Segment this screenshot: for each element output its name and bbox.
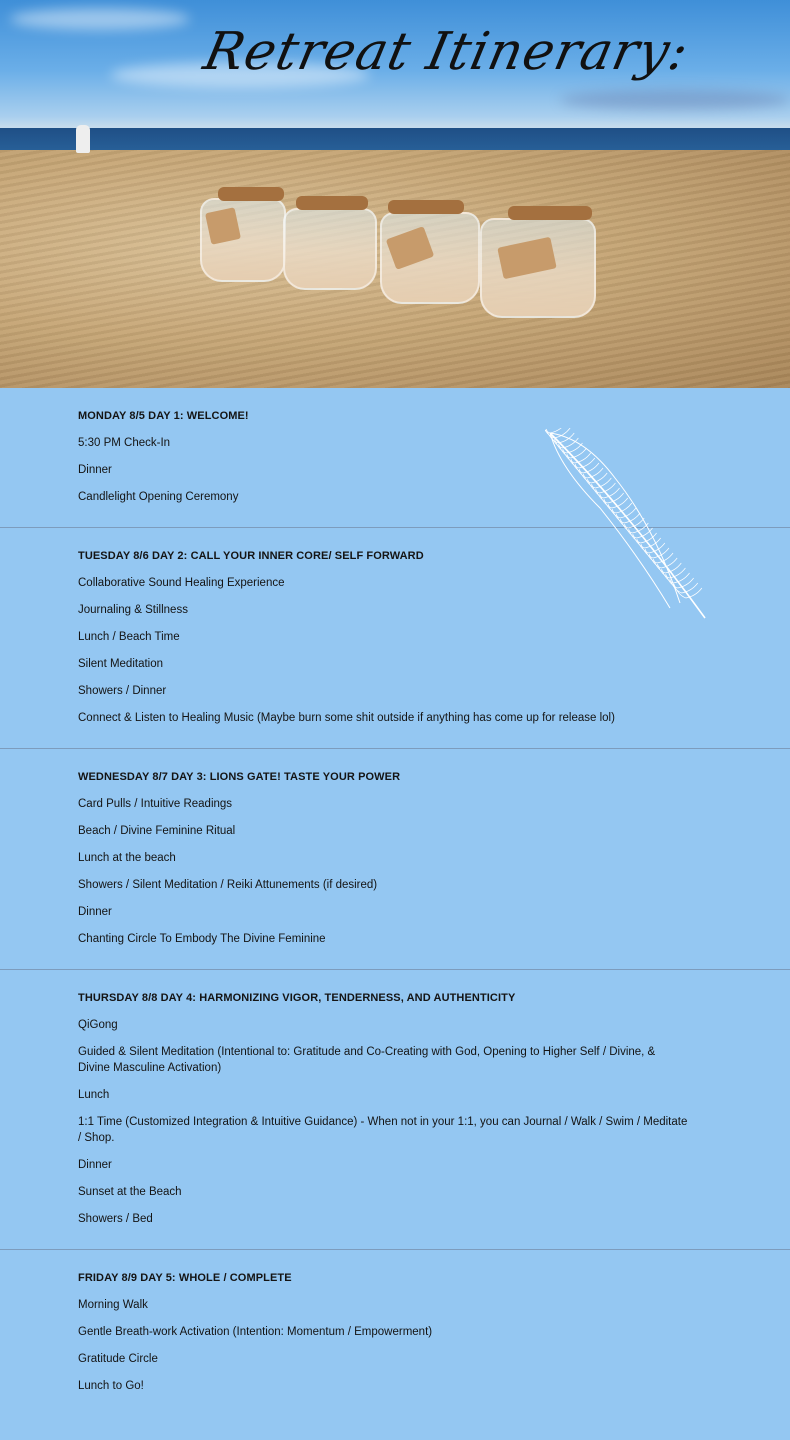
itinerary-item: Dinner [78,906,112,918]
itinerary-item: Connect & Listen to Healing Music (Maybe burn some shit outside if anything has come up for release lol) [78,712,615,724]
itinerary-item: Guided & Silent Meditation (Intentional to: Gratitude and Co-Creating with God, Opening to Higher Self / Divine, & Divine Masculine Activation) [78,1046,656,1074]
hero-beach-image [0,0,790,388]
cloud [560,90,790,110]
jar-cork [508,206,592,220]
jar-cork [388,200,464,214]
itinerary-item: 1:1 Time (Customized Integration & Intuitive Guidance) - When not in your 1:1, you can Journal / Walk / Swim / Meditate / Shop. [78,1116,688,1144]
jar [283,208,377,290]
cloud [10,8,190,30]
day-section [0,970,790,1250]
itinerary-item: Sunset at the Beach [78,1186,182,1198]
jar-cork [218,187,284,201]
itinerary-item: Dinner [78,1159,112,1171]
person-figure [76,125,90,153]
itinerary-item: Dinner [78,464,112,476]
day-section [0,749,790,970]
itinerary-item: Lunch / Beach Time [78,631,180,643]
jar-cork [296,196,368,210]
jar-tag [205,207,241,245]
itinerary-item: Chanting Circle To Embody The Divine Feminine [78,933,326,945]
itinerary-item: Showers / Bed [78,1213,153,1225]
day-heading: MONDAY 8/5 DAY 1: WELCOME! [78,410,249,422]
feather-icon [545,428,715,623]
page-title: Retreat Itinerary: [198,22,695,82]
itinerary-item: Lunch to Go! [78,1380,144,1392]
itinerary-item: Showers / Silent Meditation / Reiki Attunements (if desired) [78,879,378,891]
itinerary-item: Gratitude Circle [78,1353,158,1365]
itinerary-item: Card Pulls / Intuitive Readings [78,798,233,810]
itinerary-item: Beach / Divine Feminine Ritual [78,825,236,837]
day-heading: FRIDAY 8/9 DAY 5: WHOLE / COMPLETE [78,1272,292,1284]
itinerary-item: Gentle Breath-work Activation (Intention: Momentum / Empowerment) [78,1326,433,1338]
itinerary-item: Morning Walk [78,1299,148,1311]
itinerary-item: Candlelight Opening Ceremony [78,491,239,503]
itinerary-item: 5:30 PM Check-In [78,437,171,449]
itinerary-item: Collaborative Sound Healing Experience [78,577,285,589]
day-heading: WEDNESDAY 8/7 DAY 3: LIONS GATE! TASTE YOUR POWER [78,771,401,783]
itinerary-item: Lunch at the beach [78,852,176,864]
day-section [0,1250,790,1416]
day-heading: TUESDAY 8/6 DAY 2: CALL YOUR INNER CORE/ SELF FORWARD [78,550,424,562]
itinerary-item: Lunch [78,1089,110,1101]
itinerary-item: Silent Meditation [78,658,164,670]
itinerary-item: Journaling & Stillness [78,604,188,616]
day-heading: THURSDAY 8/8 DAY 4: HARMONIZING VIGOR, TENDERNESS, AND AUTHENTICITY [78,992,516,1004]
itinerary-item: QiGong [78,1019,118,1031]
itinerary-item: Showers / Dinner [78,685,167,697]
